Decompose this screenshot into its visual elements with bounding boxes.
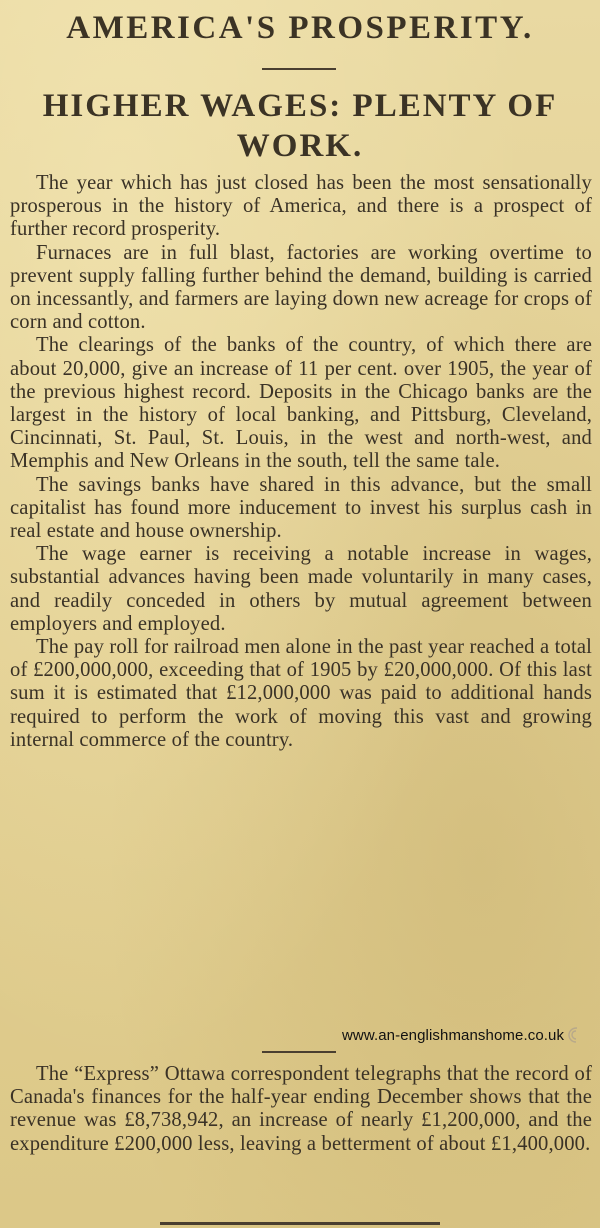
- site-watermark: www.an-englishmanshome.co.uk: [342, 1027, 565, 1044]
- article-body: [10, 172, 592, 752]
- paragraph-2: Furnaces are in full blast, factories are working overtime to prevent supply falling further behind the demand, building is carried on incessantly, and farmers are laying down new acreage for crops of corn and cotton.: [10, 241, 592, 334]
- paragraph-5: The wage earner is receiving a notable increase in wages, substantial advances having been made voluntarily in many cases, and readily conceded in others by mutual agreement between employers and employed.: [10, 543, 592, 635]
- paragraph-4: The savings banks have shared in this advance, but the small capitalist has found more inducement to invest his surplus cash in real estate and house ownership.: [10, 473, 592, 543]
- divider-rule-bottom: [262, 1051, 336, 1053]
- article-headline: HIGHER WAGES: PLENTY OF WORK.: [42, 88, 558, 164]
- paragraph-1: The year which has just closed has been the most sensationally prosperous in the history of America, and there is a prospect of further record prosperity.: [10, 172, 592, 241]
- divider-rule-top: [262, 68, 336, 70]
- canada-finances-paragraph: The “Express” Ottawa correspondent telegraphs that the record of Canada's finances for the half-year ending December shows that the revenue was £8,738,942, an increase of nearly £1,200,000, and the expenditure £200,000 less, leaving a betterment of about £1,400,000.: [10, 1063, 592, 1155]
- watermark-logo-icon: [566, 1025, 582, 1045]
- clipping-edge-rule: [160, 1222, 440, 1225]
- paragraph-3: The clearings of the banks of the country, of which there are about 20,000, give an increase of 11 per cent. over 1905, the year of the previous highest record. Deposits in the Chicago banks are the largest in the history of local banking, and Pittsburg, Cleveland, Cincinnati, St. Paul, St. Louis, in the west and north-west, and Memphis and New Orleans in the south, tell the same tale.: [10, 334, 592, 473]
- article-kicker: AMERICA'S PROSPERITY.: [66, 10, 534, 46]
- paragraph-6: The pay roll for railroad men alone in the past year reached a total of £200,000,000, exceeding that of 1905 by £20,000,000. Of this last sum it is estimated that £12,000,000 was paid to additional hands required to perform the work of moving this vast and growing internal commerce of the country.: [10, 636, 592, 751]
